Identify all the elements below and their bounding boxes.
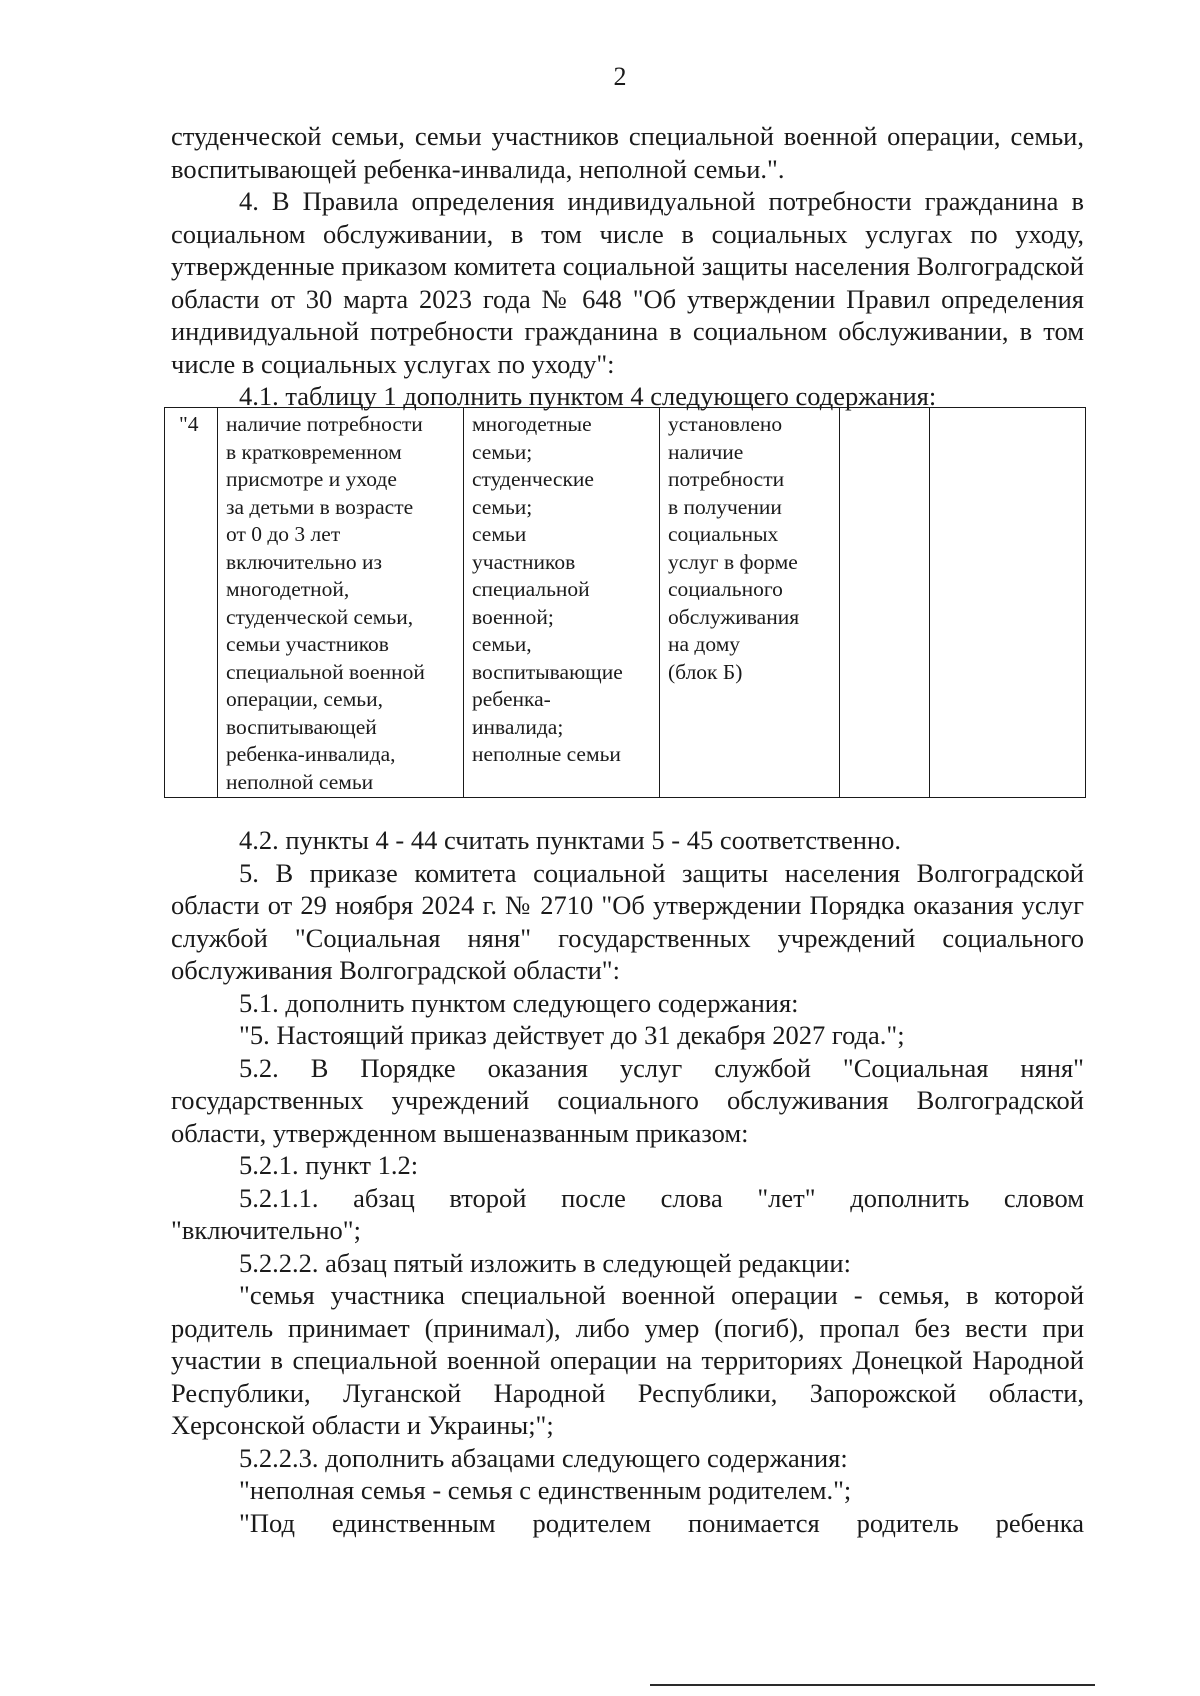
cell-line: семьи; (472, 494, 533, 519)
paragraph: "семья участника специальной военной операции - семья, в которой родитель принимает (принимал), либо умер (погиб), пропал без вести при участии в специальной военной операции на территориях Донецкой Народной Республики, Луганской Народной Республики, Запорожской области, Херсонской области и Украины;"; (171, 1280, 1084, 1440)
table-row (165, 408, 1086, 798)
paragraph: 4.2. пункты 4 - 44 считать пунктами 5 - 45 соответственно. (239, 825, 902, 855)
cell-line: неполной семьи (226, 769, 374, 794)
cell-line: наличие потребности (226, 412, 423, 436)
cell-line: в кратковременном (226, 439, 402, 464)
body-text-bottom (171, 824, 1084, 1539)
table-cell-number (165, 408, 218, 798)
cell-line: за детьми в возрасте (226, 494, 414, 519)
cell-line: ребенка- (472, 687, 551, 711)
cell-line: специальной военной (226, 659, 425, 684)
paragraph: 5.2. В Порядке оказания услуг службой "Социальная няня" государственных учреждений социального обслуживания Волгоградской области, утвержденном вышеназванным приказом: (171, 1052, 1084, 1148)
table-cell-need (218, 408, 464, 798)
page-number: 2 (613, 62, 627, 91)
cell-line: воспитывающей (226, 714, 377, 739)
paragraph: студенческой семьи, семьи участников специальной военной операции, семьи, воспитывающей ребенка-инвалида, неполной семьи.". (171, 121, 1084, 184)
table-cell-category (464, 408, 660, 798)
paragraph: "5. Настоящий приказ действует до 31 декабря 2027 года."; (239, 1020, 905, 1050)
cell-line: инвалида; (472, 714, 564, 739)
cell-line: неполные семьи (472, 742, 621, 766)
table-cell-result (660, 408, 840, 798)
cell-line: военной; (472, 604, 554, 629)
cell-line: "4 (179, 412, 199, 436)
paragraph: 4.1. таблицу 1 дополнить пунктом 4 следующего содержания: (239, 381, 937, 411)
cell-line: семьи, (472, 632, 532, 656)
paragraph: 4. В Правила определения индивидуальной потребности гражданина в социальном обслуживании, в том числе в социальных услугах по уходу, утвержденные приказом комитета социальной защиты населения Волгоградской области от 30 марта 2023 года № 648 "Об утверждении Правил определения индивидуальной потребности гражданина в социальном обслуживании, в том числе в социальных услугах по уходу": (171, 186, 1084, 379)
cell-line: (блок Б) (668, 659, 743, 684)
cell-line: наличие (668, 439, 744, 464)
cell-line: социальных (668, 522, 779, 546)
cell-line: многодетные (472, 412, 592, 436)
cell-line: студенческие (472, 467, 594, 491)
paragraph: "Под единственным родителем понимается родитель ребенка (239, 1507, 1084, 1538)
table-cell-empty (840, 408, 930, 798)
cell-line: семьи; (472, 439, 533, 464)
cell-line: в получении (668, 494, 782, 519)
amendment-table (164, 407, 1086, 798)
cell-line: социального (668, 577, 783, 601)
footer-rule (650, 1684, 1095, 1686)
paragraph: 5.2.2.3. дополнить абзацами следующего содержания: (239, 1442, 848, 1473)
cell-line: установлено (668, 412, 783, 436)
cell-line: воспитывающие (472, 659, 623, 684)
cell-line: включительно из (226, 549, 382, 574)
cell-line: операции, семьи, (226, 687, 383, 711)
table-cell-empty (930, 408, 1086, 798)
cell-line: от 0 до 3 лет (226, 522, 341, 546)
paragraph: 5.1. дополнить пунктом следующего содержания: (239, 987, 799, 1018)
cell-line: ребенка-инвалида, (226, 742, 396, 766)
paragraph: 5.2.1.1. абзац второй после слова "лет" дополнить словом "включительно"; (171, 1182, 1084, 1245)
cell-line: присмотре и уходе (226, 467, 397, 491)
cell-line: потребности (668, 467, 785, 491)
cell-line: специальной (472, 577, 590, 601)
cell-line: на дому (668, 632, 741, 656)
paragraph: "неполная семья - семья с единственным родителем."; (239, 1475, 852, 1505)
cell-line: студенческой семьи, (226, 604, 414, 629)
paragraph: 5. В приказе комитета социальной защиты населения Волгоградской области от 29 ноября 2024 г. № 2710 "Об утверждении Порядка оказания услуг службой "Социальная няня" государственных учреждений социального обслуживания Волгоградской области": (171, 857, 1084, 985)
body-text-top (171, 120, 1084, 413)
paragraph: 5.2.2.2. абзац пятый изложить в следующей редакции: (239, 1247, 851, 1278)
cell-line: обслуживания (668, 604, 800, 629)
cell-line: семьи участников (226, 632, 389, 656)
cell-line: многодетной, (226, 577, 350, 601)
paragraph: 5.2.1. пункт 1.2: (239, 1150, 419, 1180)
cell-line: участников (472, 549, 576, 574)
cell-line: услуг в форме (668, 549, 798, 574)
cell-line: семьи (472, 522, 527, 546)
